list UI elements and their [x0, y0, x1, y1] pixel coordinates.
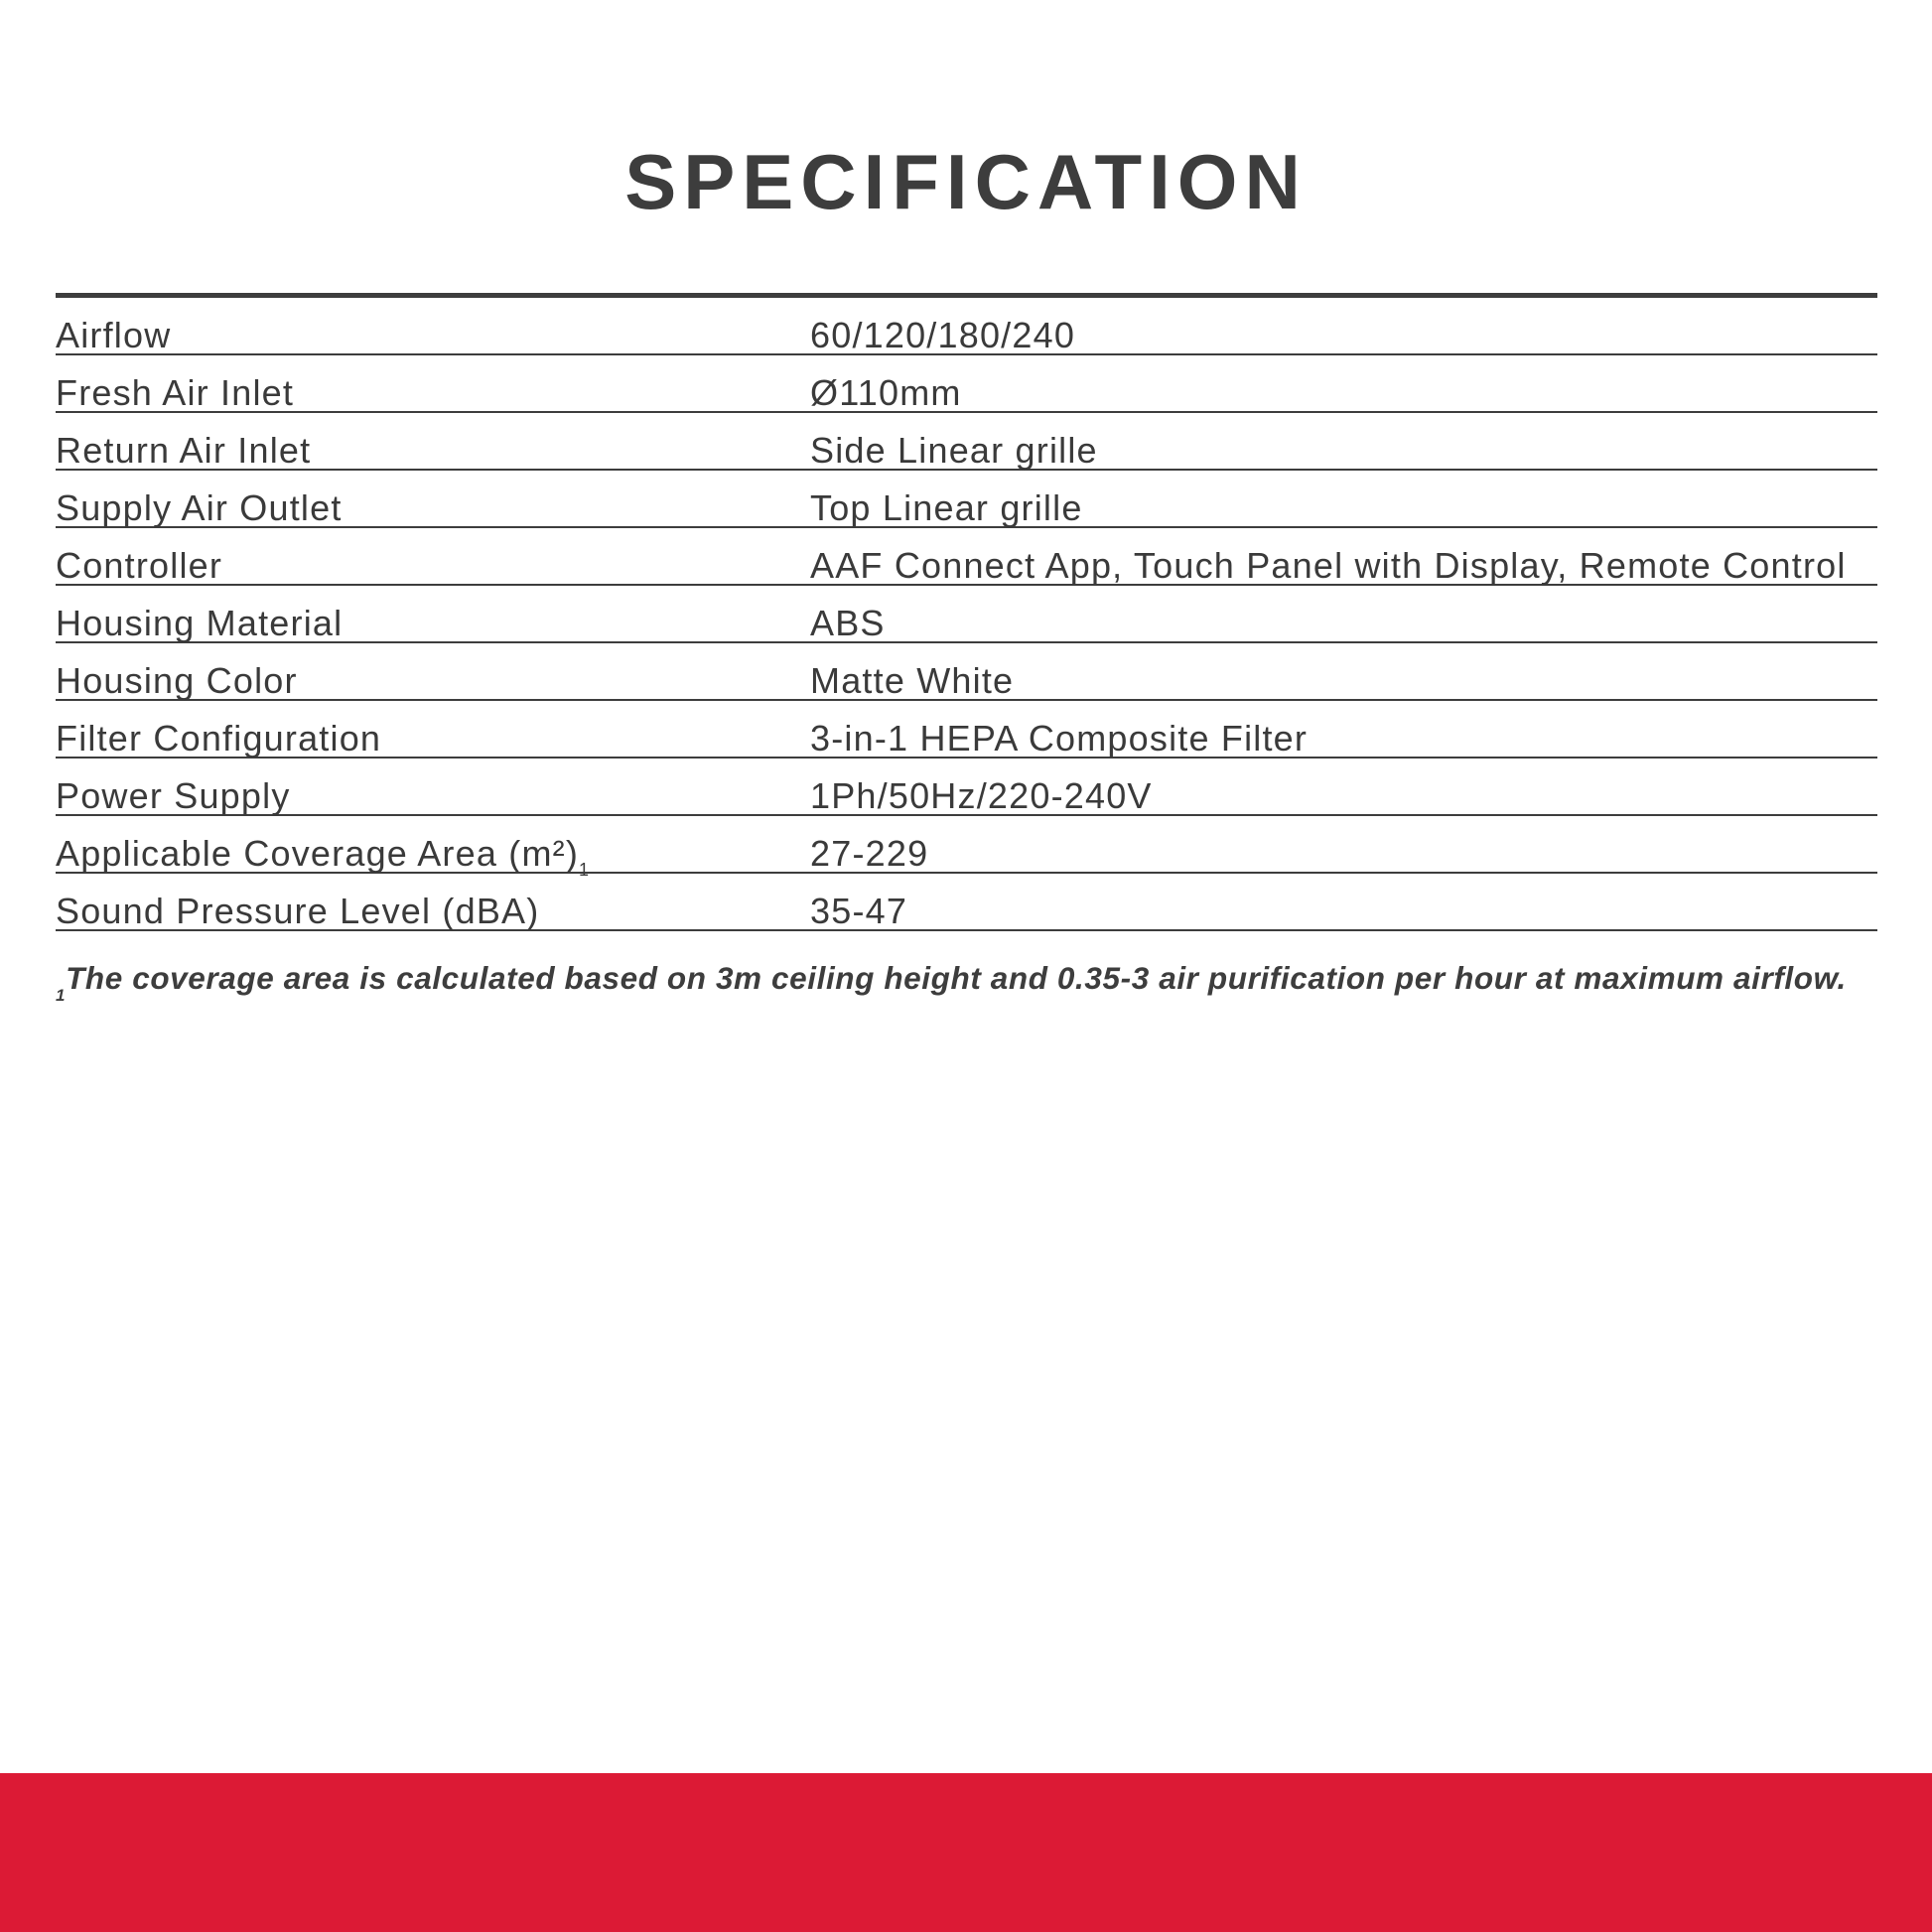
spec-value: 27-229	[810, 833, 929, 874]
spec-row-sound-pressure-level	[56, 874, 1877, 931]
spec-label: Housing Material	[56, 603, 344, 643]
spec-value: 60/120/180/240	[810, 315, 1076, 355]
spec-value: 1Ph/50Hz/220-240V	[810, 775, 1153, 816]
page-title: SPECIFICATION	[624, 138, 1308, 225]
spec-label: Housing Color	[56, 660, 298, 701]
spec-label: Fresh Air Inlet	[56, 372, 295, 413]
footnote	[56, 958, 1882, 1016]
spec-row-controller	[56, 528, 1877, 586]
footnote-text: The coverage area is calculated based on 3m ceiling height and 0.35-3 air purification per hour at maximum airflow.	[66, 960, 1847, 996]
spec-label: Controller	[56, 545, 223, 586]
spec-label: Return Air Inlet	[56, 430, 312, 471]
spec-row-supply-air-outlet	[56, 471, 1877, 528]
spec-table	[56, 293, 1877, 931]
spec-row-housing-color	[56, 643, 1877, 701]
spec-value: AAF Connect App, Touch Panel with Display, Remote Control	[810, 545, 1847, 586]
spec-value: ABS	[810, 603, 886, 643]
spec-label: Filter Configuration	[56, 718, 382, 759]
spec-label-text: Applicable Coverage Area (m²)	[56, 833, 580, 874]
footnote-reference: 1	[579, 860, 590, 880]
spec-row-coverage-area	[56, 816, 1877, 880]
spec-value: 3-in-1 HEPA Composite Filter	[810, 718, 1309, 759]
spec-value: Ø110mm	[810, 372, 962, 413]
spec-row-fresh-air-inlet	[56, 355, 1877, 413]
spec-value: Top Linear grille	[810, 487, 1083, 528]
footer-color-band	[0, 1773, 1932, 1932]
spec-row-housing-material	[56, 586, 1877, 643]
spec-value: 35-47	[810, 891, 908, 931]
spec-row-airflow	[56, 298, 1877, 355]
spec-row-return-air-inlet	[56, 413, 1877, 471]
spec-label: Supply Air Outlet	[56, 487, 343, 528]
spec-label: Airflow	[56, 315, 172, 355]
spec-label: Power Supply	[56, 775, 291, 816]
spec-row-filter-configuration	[56, 701, 1877, 759]
spec-value: Side Linear grille	[810, 430, 1098, 471]
spec-label: Sound Pressure Level (dBA)	[56, 891, 540, 931]
footnote-mark: 1	[56, 986, 67, 1005]
spec-row-power-supply	[56, 759, 1877, 816]
spec-value: Matte White	[810, 660, 1015, 701]
